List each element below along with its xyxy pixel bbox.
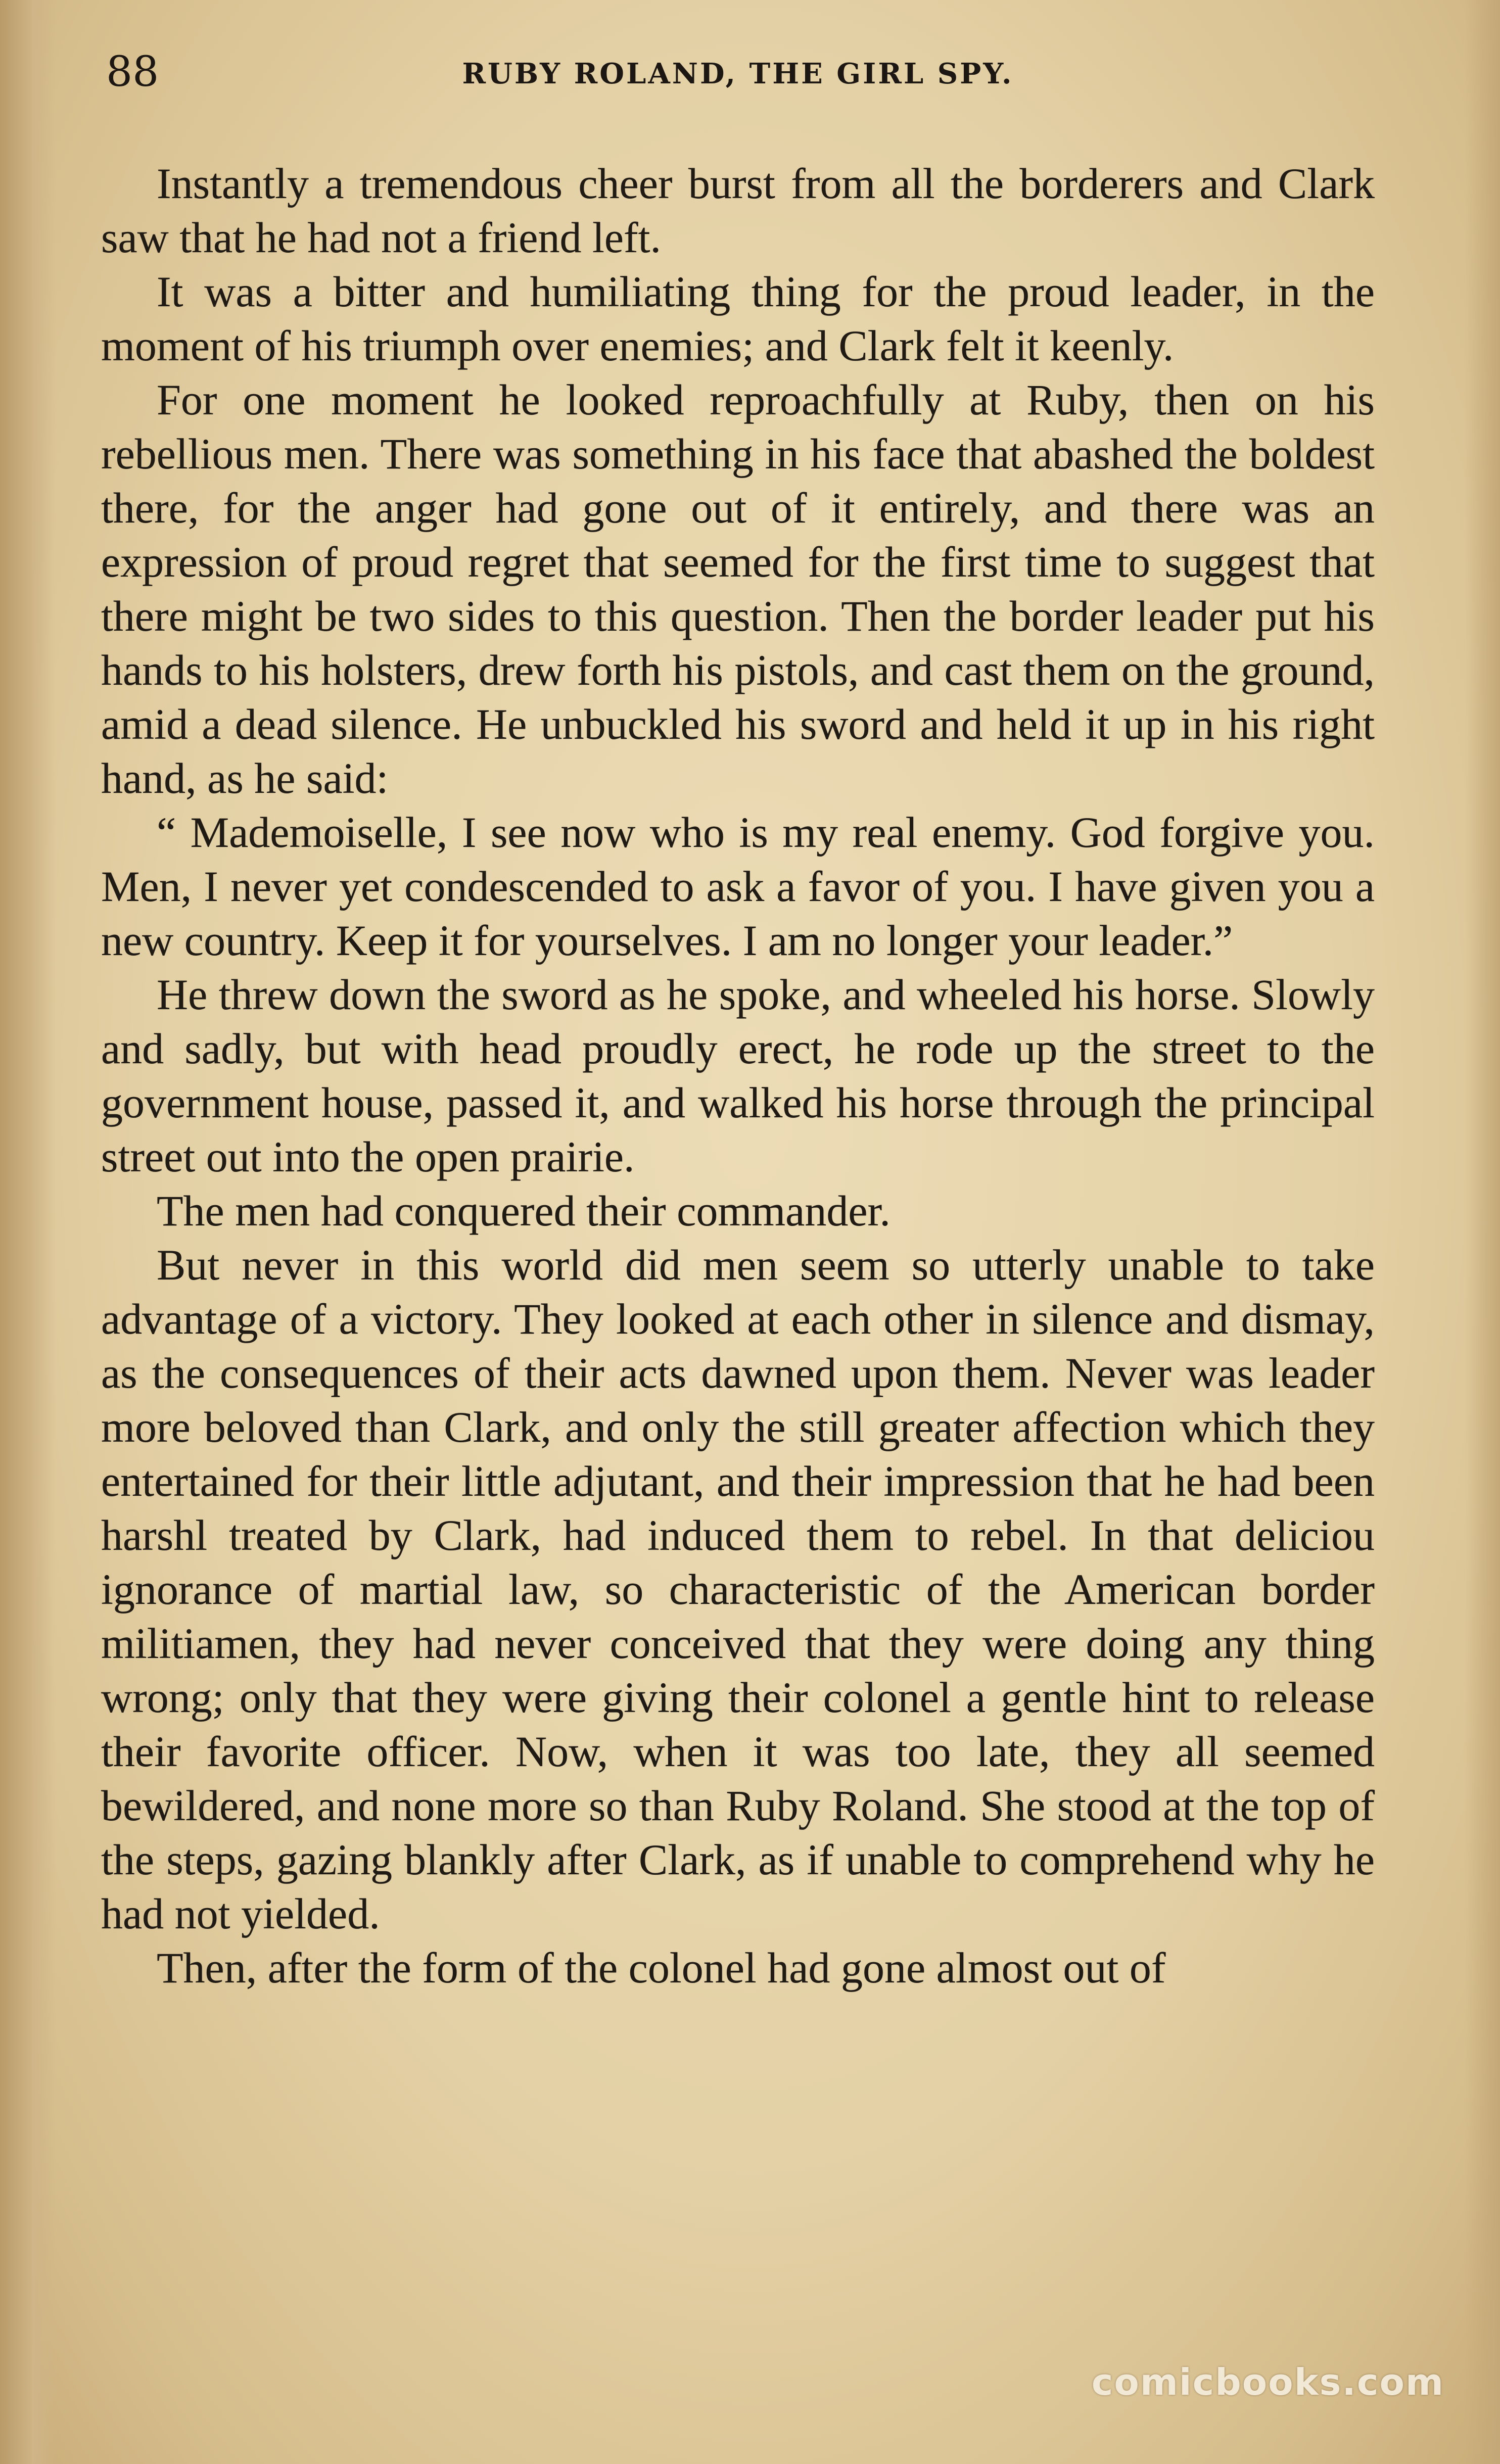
paragraph: The men had conquered their commander. [157, 1187, 890, 1235]
paragraph: Then, after the form of the colonel had gone almost out of [157, 1944, 1166, 1992]
paragraph: Instantly a tremendous cheer burst from all the borderers and Clark saw that he had not a friend left. [101, 159, 1375, 262]
body-text [101, 157, 1375, 1995]
running-title: RUBY ROLAND, THE GIRL SPY. [462, 57, 1014, 90]
page-number: 88 [106, 48, 159, 96]
site-watermark: comicbooks.com [1091, 2361, 1444, 2403]
paragraph: For one moment he looked reproachfully at Ruby, then on his rebellious men. There was something in his face that abashed the boldest there, for the anger had gone out of it entirely, and there was an expression of proud regret that seemed for the first time to suggest that there might be two sides to this question. Then the border leader put his hands to his holsters, drew forth his pistols, and cast them on the ground, amid a dead silence. He unbuckled his sword and held it up in his right hand, as he said: [101, 375, 1375, 802]
page-edge-shadow [1465, 0, 1500, 2464]
paragraph: But never in this world did men seem so utterly unable to take advantage of a victory. They looked at each other in silence and dismay, as the consequences of their acts dawned upon them. Never was leader more beloved than Clark, and only the still greater affection which they entertained for their little adjutant, and their impression that he had been harshl treated by Clark, had induced them to rebel. In that deliciou ignorance of martial law, so characteristic of the American border militiamen, they had never conceived that they were doing any thing wrong; only that they were giving their colonel a gentle hint to release their favorite officer. Now, when it was too late, they all seemed bewildered, and none more so than Ruby Roland. She stood at the top of the steps, gazing blankly after Clark, as if unable to comprehend why he had not yielded. [101, 1241, 1375, 1938]
page-gutter-shadow [0, 0, 56, 2464]
paragraph: He threw down the sword as he spoke, and wheeled his horse. Slowly and sadly, but with head proudly erect, he rode up the street to the government house, passed it, and walked his horse through the principal street out into the open prairie. [101, 970, 1375, 1181]
paragraph: “ Mademoiselle, I see now who is my real enemy. God forgive you. Men, I never yet condescended to ask a favor of you. I have given you a new country. Keep it for yourselves. I am no longer your leader.” [101, 808, 1375, 965]
page-header [101, 48, 1375, 114]
paragraph: It was a bitter and humiliating thing for the proud leader, in the moment of his triumph over enemies; and Clark felt it keenly. [101, 267, 1375, 370]
